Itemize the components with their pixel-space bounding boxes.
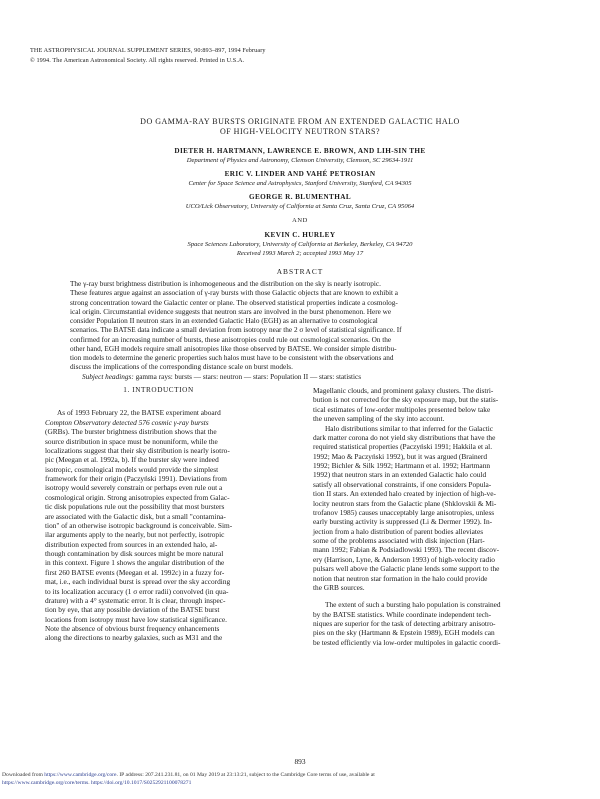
right-line: satisfy all observational constraints, if one considers Popula-	[313, 479, 492, 489]
left-line: framework for their origin (Paczyński 1991). Deviations from	[45, 474, 227, 483]
abstract-line: confirmed for an increasing number of bursts, these anisotropies could rule out cosmological scenarios. On the	[70, 335, 392, 344]
left-line: distribution expected from sources in an extended halo, al-	[45, 539, 218, 549]
footer-separator: .	[88, 780, 92, 786]
subject-headings-text: gamma rays: bursts — stars: neutron — stars: Population II — stars: statistics	[133, 372, 362, 381]
subject-headings-label: Subject headings:	[82, 372, 134, 381]
left-line: tic disk populations rule out the possibility that most bursters	[45, 502, 225, 512]
page-number: 893	[294, 757, 306, 766]
footer-prefix: Downloaded from	[2, 772, 45, 778]
left-line: Compton Observatory detected 576 cosmic γ-ray bursts	[45, 417, 209, 427]
author-group-3: GEORGE R. BLUMENTHAL	[248, 193, 352, 201]
abstract-line: strong concentration toward the Galactic center or plane. The observed statistical properties indicate a cosmolog-	[70, 298, 398, 307]
received-date: Received 1993 March 2; accepted 1993 May 17	[236, 250, 364, 257]
download-footer-line-1	[2, 772, 375, 778]
and-separator: AND	[292, 217, 308, 224]
right-line: tion II stars. An extended halo created by injection of high-ve-	[313, 489, 496, 499]
left-line: locations from isotropy must have low statistical significance.	[45, 614, 227, 624]
left-line: cosmological origin. Strong anisotropies expected from Galac-	[45, 492, 230, 502]
paper-title-line-2: OF HIGH-VELOCITY NEUTRON STARS?	[219, 127, 381, 136]
paper-title-line-1: DO GAMMA-RAY BURSTS ORIGINATE FROM AN EXTENDED GALACTIC HALO	[140, 117, 460, 126]
section-heading-introduction: 1. INTRODUCTION	[123, 386, 194, 394]
left-line: in this context. Figure 1 shows the angular distribution of the	[45, 558, 225, 568]
left-line: are associated with the Galactic disk, but a small "contamina-	[45, 511, 226, 521]
right-line: The extent of such a bursting halo population is constrained	[325, 600, 501, 610]
abstract-line: scenarios. The BATSE data indicate a small deviation from isotropy near the 2 σ level of statistical significance. If	[70, 326, 402, 335]
right-line: notion that neutron star formation in the halo could provide	[313, 573, 488, 583]
abstract-line: other hand, EGH models require small anisotropies like those observed by BATSE. We consider simple distribu-	[70, 344, 397, 353]
author-group-1: DIETER H. HARTMANN, LAWRENCE E. BROWN, AND LIH-SIN THE	[174, 147, 426, 155]
right-line: pulsars well above the Galactic plane lends some support to the	[313, 564, 500, 574]
affiliation-4: Space Sciences Laboratory, University of California at Berkeley, Berkeley, CA 94720	[187, 241, 413, 248]
right-line: be tested efficiently via low-order multipoles in galactic coordi-	[313, 637, 501, 647]
left-line: drature) with a 4° systematic error. It is clear, through inspec-	[45, 595, 226, 605]
left-line: though contamination by disk sources might be more natural	[45, 549, 224, 558]
left-line: isotropy would severely constrain or perhaps even rule out a	[45, 483, 223, 493]
abstract-line: ical origin. Circumstantial evidence suggests that neutron stars are involved in the burst phenomenon. Here we	[70, 307, 392, 316]
abstract-heading: ABSTRACT	[276, 267, 324, 276]
abstract-line: The γ-ray burst brightness distribution is inhomogeneous and the distribution on the sky is nearly isotropic.	[70, 280, 381, 288]
right-line: early bursting activity is suppressed (Li & Dermer 1992). In-	[313, 517, 493, 527]
left-line: Note the absence of obvious burst frequency enhancements	[45, 624, 220, 633]
copyright-line: © 1994. The American Astronomical Society. All rights reserved. Printed in U.S.A.	[30, 57, 245, 64]
right-line: required statistical properties (Paczyński 1991; Hakkila et al.	[313, 442, 493, 452]
affiliation-1: Department of Physics and Astronomy, Clemson University, Clemson, SC 29634-1911	[186, 157, 414, 164]
right-line: Halo distributions similar to that inferred for the Galactic	[325, 423, 494, 433]
left-line: isotropic, cosmological models would provide the simplest	[45, 464, 219, 474]
abstract-body	[70, 280, 532, 382]
author-group-4: KEVIN C. HURLEY	[264, 231, 336, 239]
left-line: pic (Meegan et al. 1992a, b). If the burster sky were indeed	[45, 455, 219, 465]
left-line: to its localization accuracy (1 σ error radii) convolved (in qua-	[45, 586, 229, 596]
abstract-line: These features argue against an association of γ-ray bursts with those Galactic objects that are known to exhibit a	[70, 289, 399, 298]
right-line: niques are superior for the task of detecting arbitrary anisotro-	[313, 619, 496, 628]
left-column	[45, 386, 272, 643]
right-line: 1992) that neutron stars in an extended Galactic halo could	[313, 470, 487, 480]
right-line: the uneven sampling of the sky into account.	[313, 414, 445, 424]
right-line: ery (Harrison, Lyne, & Anderson 1993) of high-velocity radio	[313, 554, 495, 564]
left-line: mat, i.e., each individual burst is spread over the sky according	[45, 577, 231, 587]
left-line: (GRBs). The burster brightness distribution shows that the	[45, 427, 217, 437]
subject-headings	[70, 373, 532, 382]
right-line: locity neutron stars from the Galactic plane (Shklovskii & Mi-	[313, 498, 497, 508]
right-line: 1992; Bichler & Silk 1992; Hartmann et al. 1992; Hartmann	[313, 461, 491, 470]
right-line: the GRB sources.	[313, 582, 365, 592]
left-line: along the directions to nearby galaxies, such as M31 and the	[45, 633, 223, 643]
left-line: tion" of an otherwise isotropic background is conceivable. Sim-	[45, 520, 233, 530]
footer-suffix: . IP address: 207.241.231.81, on 01 May 2019 at 23:13:21, subject to the Cambridge Core terms of use, available at	[116, 772, 375, 778]
right-line: jection from a halo distribution of parent bodies alleviates	[313, 526, 484, 536]
right-column	[313, 386, 540, 647]
abstract-line: consider Population II neutron stars in an extended Galactic Halo (EGH) as an alternative to cosmological	[70, 317, 378, 325]
right-line: trofanov 1985) causes unacceptably large anisotropies, unless	[313, 507, 495, 517]
affiliation-3: UCO/Lick Observatory, University of California at Santa Cruz, Santa Cruz, CA 95064	[185, 203, 415, 210]
abstract-line: tion models to determine the generic properties such halos must have to be consistent with the observations and	[70, 354, 394, 362]
right-line: bution is not corrected for the sky exposure map, but the statis-	[313, 395, 499, 405]
right-line: mann 1992; Fabian & Podsiadlowski 1993). The recent discov-	[313, 545, 500, 555]
right-line: some of the problems associated with disk injection (Hart-	[313, 536, 485, 545]
left-line: As of 1993 February 22, the BATSE experiment aboard	[57, 408, 221, 418]
left-line: first 260 BATSE events (Meegan et al. 1992c) in a fuzzy for-	[45, 567, 225, 577]
right-line: 1992; Mao & Paczyński 1992), but it was argued (Brainerd	[313, 451, 488, 461]
left-line: source distribution in space must be nonuniform, while the	[45, 436, 218, 446]
right-line: dark matter corona do not yield sky distributions that have the	[313, 432, 496, 442]
right-line: by the BATSE statistics. While coordinate independent tech-	[313, 609, 492, 619]
download-footer-line-2	[2, 780, 191, 786]
right-line: Magellanic clouds, and prominent galaxy clusters. The distri-	[313, 386, 494, 395]
affiliation-2: Center for Space Science and Astrophysics, Stanford University, Stanford, CA 94305	[188, 180, 412, 187]
left-line: ilar arguments apply to the nearly, but not perfectly, isotropic	[45, 530, 225, 540]
author-group-2: ERIC V. LINDER AND VAHÉ PETROSIAN	[224, 170, 376, 178]
left-line: tion by eye, that any possible deviation of the BATSE burst	[45, 605, 220, 615]
abstract-line: discuss the implications of the corresponding distance scale on burst models.	[70, 363, 293, 372]
left-line: localizations suggest that their sky distribution is nearly isotro-	[45, 445, 230, 455]
journal-header: THE ASTROPHYSICAL JOURNAL SUPPLEMENT SERIES, 90:893–897, 1994 February	[30, 47, 266, 54]
doi-link[interactable]: https://doi.org/10.1017/S0252921100078271	[91, 780, 192, 786]
terms-link[interactable]: https://www.cambridge.org/core/terms	[2, 780, 89, 786]
right-line: tical estimates of low-order multipoles presented below take	[313, 404, 491, 414]
cambridge-core-link[interactable]: https://www.cambridge.org/core	[44, 772, 117, 778]
right-line: pies on the sky (Hartmann & Epstein 1989), EGH models can	[313, 628, 495, 638]
